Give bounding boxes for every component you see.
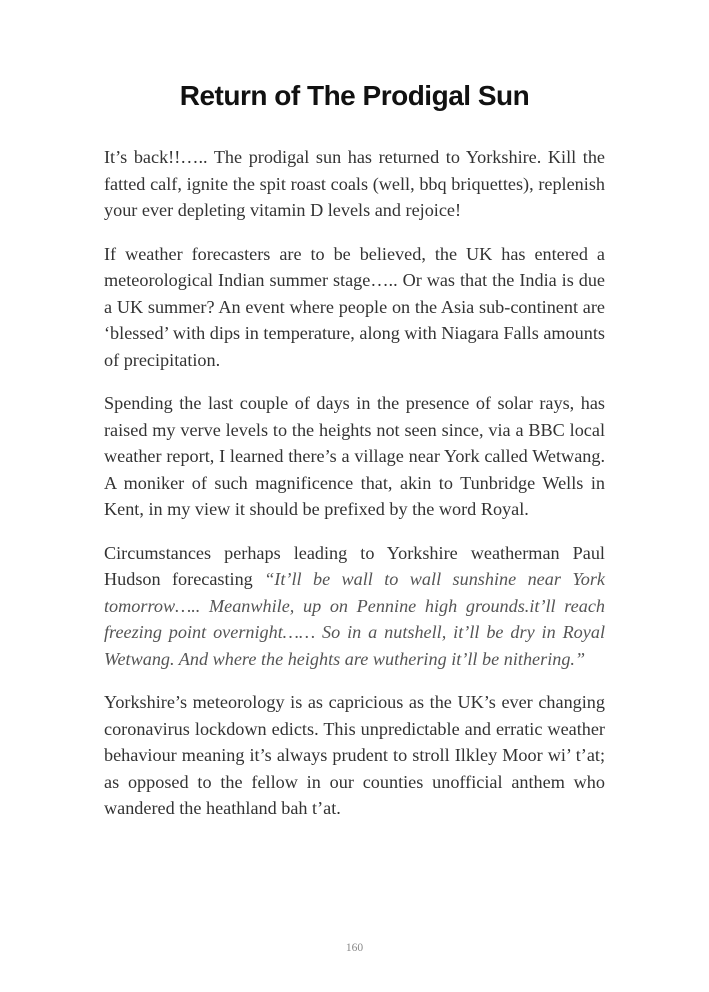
- paragraph-quote: [104, 540, 605, 673]
- quote-lead: Circumstances perhaps leading to Yorkshire weatherman Paul Hudson forecasting: [104, 542, 605, 589]
- paragraph-wetwang: Spending the last couple of days in the presence of solar rays, has raised my verve levels to the heights not seen since, via a BBC local weather report, I learned there’s a village near York called Wetwang. A moniker of such magnificence that, akin to Tunbridge Wells in Kent, in my view it should be prefixed by the word Royal.: [104, 393, 605, 519]
- page-title: Return of The Prodigal Sun: [179, 80, 530, 111]
- paragraph-closing: Yorkshire’s meteorology is as capricious as the UK’s ever changing coronavirus lockdown edicts. This unpredictable and erratic weather behaviour meaning it’s always prudent to stroll Ilkley Moor wi’ t’at; as opposed to the fellow in our counties unofficial anthem who wandered the heathland bah t’at.: [104, 692, 605, 818]
- paragraph-intro: It’s back!!….. The prodigal sun has returned to Yorkshire. Kill the fatted calf, ignite the spit roast coals (well, bbq briquettes), replenish your ever depleting vitamin D levels and rejoice!: [104, 147, 605, 220]
- weatherman-quote: “It’ll be wall to wall sunshine near York tomorrow….. Meanwhile, up on Pennine high grounds.it’ll reach freezing point overnight…… So in a nutshell, it’ll be dry in Royal Wetwang. And where the heights are wuthering it’ll be nithering.”: [104, 569, 606, 669]
- page-number: 160: [345, 942, 364, 954]
- paragraph-forecast: If weather forecasters are to be believed, the UK has entered a meteorological Indian summer stage….. Or was that the India is due a UK summer? An event where people on the Asia sub-continent are ‘blessed’ with dips in temperature, along with Niagara Falls amounts of precipitation.: [104, 243, 605, 370]
- body-text: [104, 144, 605, 839]
